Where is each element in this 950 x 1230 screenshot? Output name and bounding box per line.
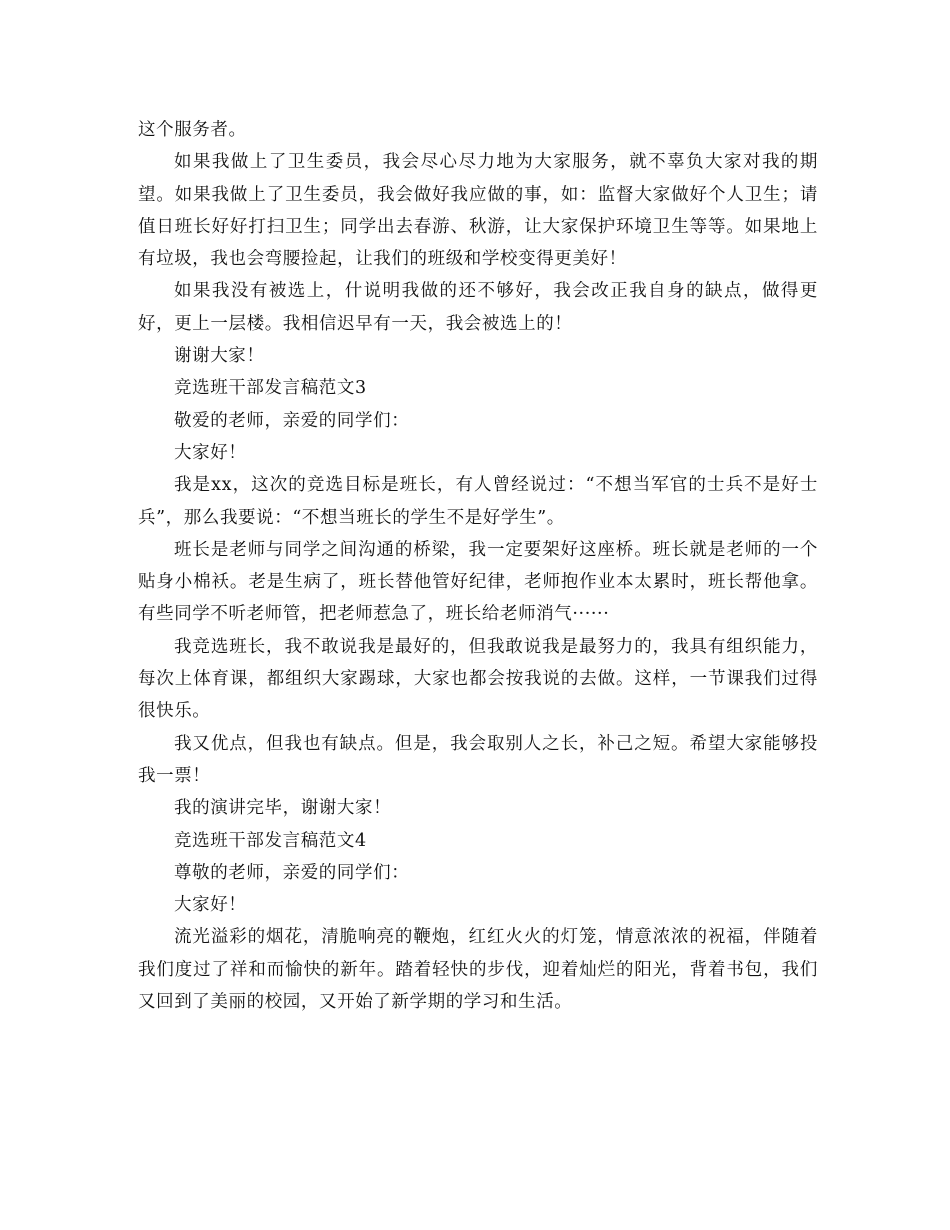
paragraph: 我又优点，但我也有缺点。但是，我会取别人之长，补己之短。希望大家能够投我一票！ [138, 733, 818, 786]
salutation: 敬爱的老师，亲爱的同学们： [174, 410, 410, 431]
paragraph-continuation: 这个服务者。 [138, 120, 247, 140]
section-heading: 竞选班干部发言稿范文4 [174, 830, 367, 851]
document-body [138, 114, 818, 1018]
paragraph: 如果我没有被选上，什说明我做的还不够好，我会改正我自身的缺点，做得更好，更上一层楼。我相信迟早有一天，我会被选上的！ [138, 281, 818, 334]
salutation: 尊敬的老师，亲爱的同学们： [174, 862, 410, 883]
paragraph: 我竞选班长，我不敢说我是最好的，但我敢说我是最努力的，我具有组织能力，每次上体育课，都组织大家踢球，大家也都会按我说的去做。这样，一节课我们过得很快乐。 [138, 636, 818, 722]
paragraph: 班长是老师与同学之间沟通的桥梁，我一定要架好这座桥。班长就是老师的一个贴身小棉袄。老是生病了，班长替他管好纪律，老师抱作业本太累时，班长帮他拿。有些同学不听老师管，把老师惹急了，班长给老师消气······ [138, 539, 818, 625]
closing-thanks: 谢谢大家！ [174, 346, 265, 367]
closing-thanks: 我的演讲完毕，谢谢大家！ [174, 798, 392, 819]
paragraph: 我是xx，这次的竞选目标是班长，有人曾经说过：“不想当军官的士兵不是好士兵”，那么我要说：“不想当班长的学生不是好学生”。 [138, 475, 818, 528]
greeting: 大家好！ [174, 442, 247, 463]
greeting: 大家好！ [174, 895, 247, 916]
paragraph: 如果我做上了卫生委员，我会尽心尽力地为大家服务，就不辜负大家对我的期望。如果我做上了卫生委员，我会做好我应做的事，如：监督大家做好个人卫生；请值日班长好好打扫卫生；同学出去春游、秋游，让大家保护环境卫生等等。如果地上有垃圾，我也会弯腰捡起，让我们的班级和学校变得更美好！ [138, 152, 818, 270]
paragraph: 流光溢彩的烟花，清脆响亮的鞭炮，红红火火的灯笼，情意浓浓的祝福，伴随着我们度过了祥和而愉快的新年。踏着轻快的步伐，迎着灿烂的阳光，背着书包，我们又回到了美丽的校园，又开始了新学期的学习和生活。 [138, 927, 818, 1013]
section-heading: 竞选班干部发言稿范文3 [174, 378, 367, 399]
